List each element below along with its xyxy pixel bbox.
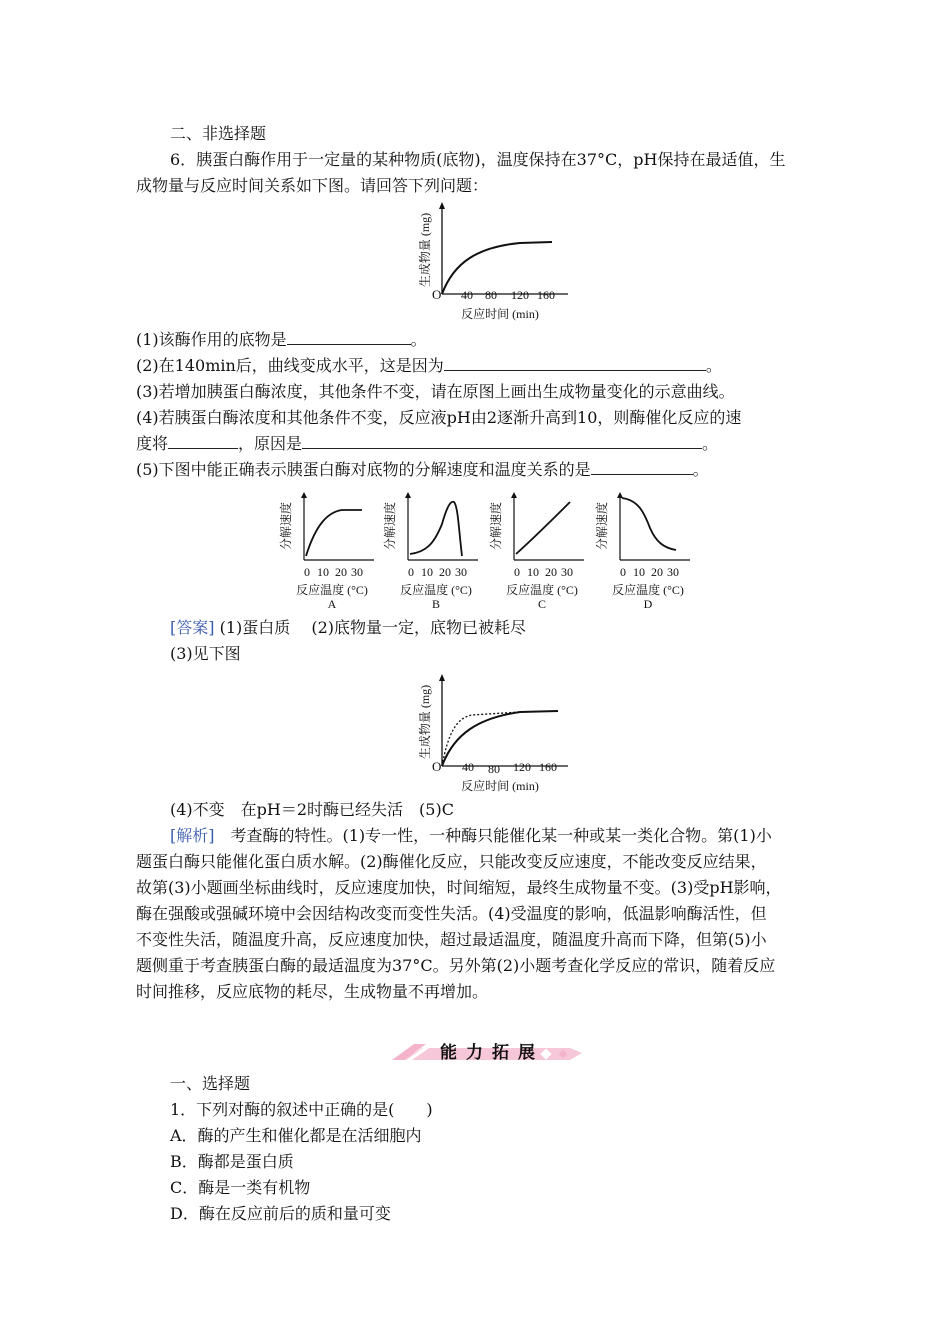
chart-c [488,492,584,611]
figure2-tick-40: 40 [462,760,474,774]
chart-c-tick-20: 20 [545,565,557,579]
y-axis-arrow [439,202,445,209]
answer-blank-4a[interactable] [168,434,238,449]
chart-b-letter: B [431,597,441,611]
temperature-charts [276,484,706,614]
q6-sub2-text: (2)在140min后，曲线变成水平，这是因为 [136,356,444,375]
figure2-tick-160: 160 [539,760,557,774]
answer-line3: (4)不变 在pH＝2时酶已经失活 (5)C [170,800,454,819]
chart-b [382,492,478,611]
chart-a-xlabel: 反应温度 (°C) [296,583,368,597]
chart-a-letter: A [327,597,337,611]
analysis-line4: 酶在强酸或强碱环境中会因结构改变而变性失活。(4)受温度的影响，低温影响酶活性，但 [136,904,767,923]
analysis-tag: [解析] [170,826,215,845]
chart-a-curve [306,510,362,556]
chart-d-tick-20: 20 [651,565,663,579]
q6-sub3: (3)若增加胰蛋白酶浓度，其他条件不变，请在原图上画出生成物量变化的示意曲线。 [136,382,735,401]
chart-d-xlabel: 反应温度 (°C) [612,583,684,597]
chart-a-tick-0: 0 [304,565,310,579]
chart-a-tick-20: 20 [335,565,347,579]
analysis-line6: 题侧重于考查胰蛋白酶的最适温度为37°C。另外第(2)小题考查化学反应的常识，随着反应 [136,956,776,975]
chart-c-xlabel: 反应温度 (°C) [506,583,578,597]
q1-option-d: D．酶在反应前后的质和量可变 [170,1204,391,1223]
q6-sub4-text-a: 度将 [136,434,169,453]
figure2-tick-80: 80 [488,762,500,776]
q1-option-b: B．酶都是蛋白质 [170,1152,294,1171]
chart-b-tick-30: 30 [455,565,467,579]
chart-c-letter: C [537,597,547,611]
chart-d-curve [622,498,676,550]
chart-c-tick-10: 10 [527,565,539,579]
section-heading-nonchoice: 二、非选择题 [170,124,267,143]
chart-b-tick-0: 0 [408,565,414,579]
answer-text1: (1)蛋白质 (2)底物量一定，底物已被耗尽 [219,618,527,637]
period-2: 。 [705,356,722,375]
figure2-origin: O [432,759,442,774]
q6-sub4-text-b: ，原因是 [238,434,303,453]
figure1-ylabel: 生成物量 (mg) [418,212,432,288]
q6-sub1 [136,330,427,350]
period-4: 。 [702,434,719,453]
figure-answer-curve [412,672,572,797]
analysis-line7: 时间推移，反应底物的耗尽，生成物量不再增加。 [136,982,489,1001]
chart-d [594,492,690,611]
q1-stem: 1．下列对酶的叙述中正确的是( ) [170,1100,433,1119]
chart-d-ylabel: 分解速度 [595,501,609,551]
analysis-text1: 考查酶的特性。(1)专一性，一种酶只能催化某一种或某一类化合物。第(1)小 [214,826,772,845]
analysis-line5: 不变性失活，随温度升高，反应速度加快，超过最适温度，随温度升高而下降，但第(5)小 [136,930,767,949]
figure2-tick-120: 120 [513,760,531,774]
product-curve [442,242,552,294]
section-banner [392,1034,592,1064]
period-1: 。 [410,330,427,349]
answer-tag: [答案] [170,618,215,637]
period-5: 。 [692,460,709,479]
q6-sub1-text: (1)该酶作用的底物是 [136,330,287,349]
q6-sub2 [136,356,722,376]
chart-b-tick-20: 20 [439,565,451,579]
banner-title: 能力拓展 [440,1043,544,1063]
section-heading-choice: 一、选择题 [170,1074,251,1093]
answer-blank-1[interactable] [287,330,411,345]
figure1-origin: O [432,287,442,302]
analysis-line1 [170,826,772,846]
answer-line2: (3)见下图 [170,644,241,663]
chart-c-curve [516,502,570,554]
chart-a-tick-10: 10 [317,565,329,579]
figure1-tick-160: 160 [537,288,555,302]
q6-stem-line2: 成物量与反应时间关系如下图。请回答下列问题： [136,176,489,195]
chart-a-ylabel: 分解速度 [279,501,293,551]
answer-blank-5[interactable] [591,460,693,475]
figure2-ylabel: 生成物量 (mg) [418,684,432,760]
figure2-xlabel: 反应时间 (min) [461,779,539,793]
answer-line1 [170,618,526,638]
chart-b-curve [410,502,462,556]
chart-d-tick-30: 30 [667,565,679,579]
chart-d-tick-0: 0 [620,565,626,579]
q6-sub5 [136,460,709,480]
original-curve [442,711,558,766]
q6-sub4-line2 [136,434,718,454]
answer-blank-2[interactable] [444,356,706,371]
analysis-line3: 故第(3)小题画坐标曲线时，反应速度加快，时间缩短，最终生成物量不变。(3)受pH影响， [136,878,782,897]
analysis-line2: 题蛋白酶只能催化蛋白质水解。(2)酶催化反应，只能改变反应速度，不能改变反应结果， [136,852,767,871]
chart-b-xlabel: 反应温度 (°C) [400,583,472,597]
chart-b-tick-10: 10 [421,565,433,579]
chart-c-ylabel: 分解速度 [489,501,503,551]
chart-c-tick-0: 0 [514,565,520,579]
q6-sub5-text: (5)下图中能正确表示胰蛋白酶对底物的分解速度和温度关系的是 [136,460,591,479]
chart-d-letter: D [643,597,653,611]
figure1-tick-120: 120 [511,288,529,302]
figure1-tick-40: 40 [461,288,473,302]
answer-blank-4b[interactable] [302,434,702,449]
chart-c-tick-30: 30 [561,565,573,579]
y-axis-arrow-2 [439,674,445,681]
q1-option-c: C．酶是一类有机物 [170,1178,311,1197]
chart-a-tick-30: 30 [351,565,363,579]
figure-product-vs-time [412,200,572,325]
chart-a [278,492,374,611]
q6-sub4-line1: (4)若胰蛋白酶浓度和其他条件不变，反应液pH由2逐渐升高到10，则酶催化反应的速 [136,408,742,427]
chart-d-tick-10: 10 [633,565,645,579]
figure1-tick-80: 80 [485,288,497,302]
figure1-xlabel: 反应时间 (min) [461,307,539,321]
q1-option-a: A．酶的产生和催化都是在活细胞内 [170,1126,422,1145]
q6-stem-line1: 6．胰蛋白酶作用于一定量的某种物质(底物)，温度保持在37°C，pH保持在最适值，生 [170,150,786,169]
faster-curve-dotted [442,712,520,766]
chart-b-ylabel: 分解速度 [383,501,397,551]
